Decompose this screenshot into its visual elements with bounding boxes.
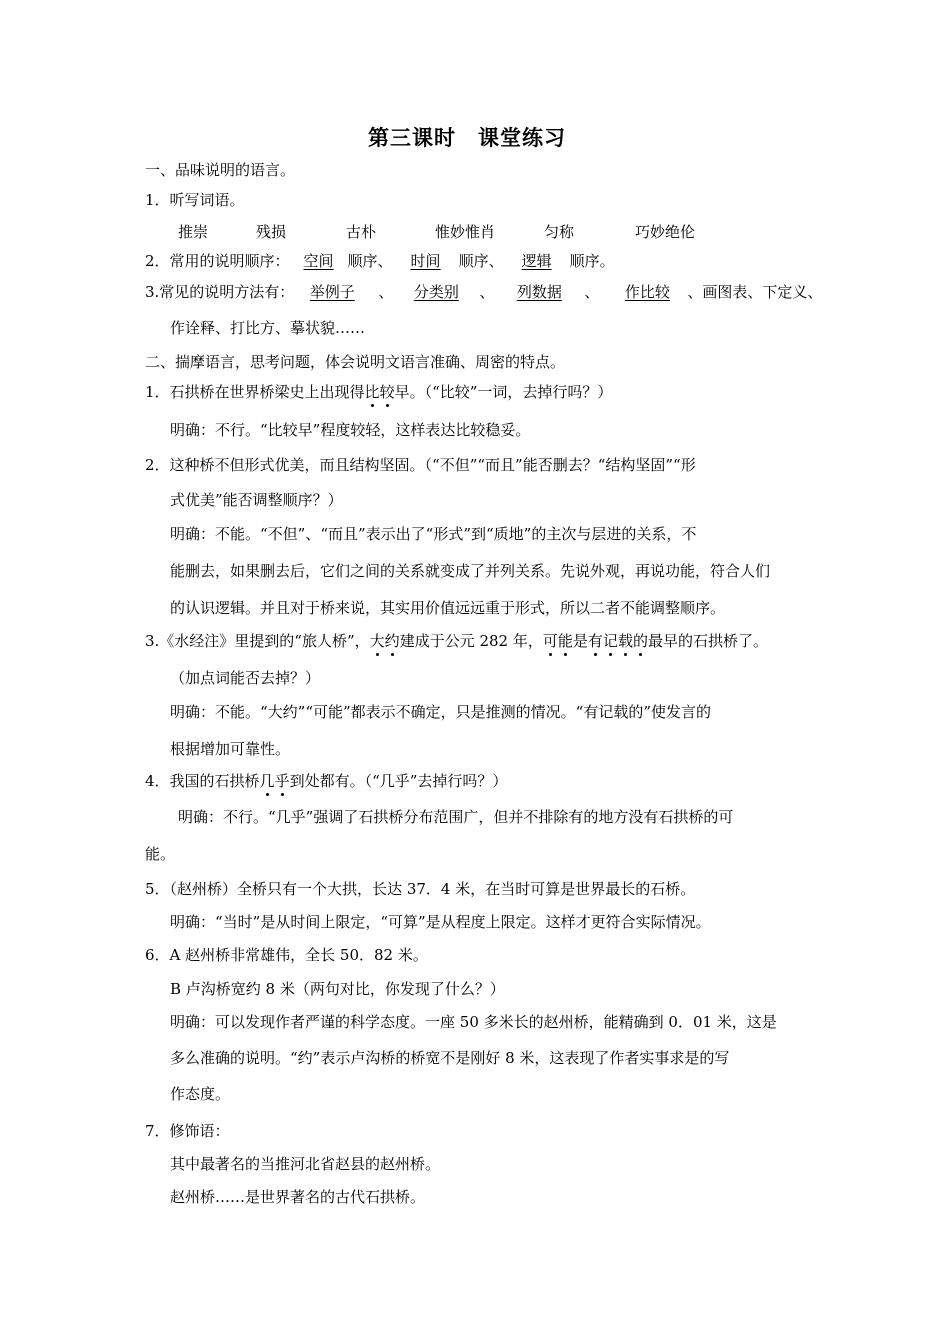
dotted-char: 大 [369,632,385,650]
item7-example1: 其中最著名的当推河北省赵县的赵州桥。 [170,1155,441,1173]
item1-post: 早。（“比较”一词，去掉行吗？） [394,383,613,401]
q3-line [145,282,822,302]
item3-post: 最早的石拱桥了。 [647,632,768,650]
dotted-char: 能 [557,632,573,650]
item2-question-line2: 式优美”能否调整顺序？） [170,491,343,509]
dictation-words [178,222,695,242]
section-two-heading: 二、揣摩语言，思考问题，体会说明文语言准确、周密的特点。 [145,353,566,371]
page-title: 第三课时 课堂练习 [368,125,566,150]
word: 巧妙绝伦 [635,223,696,241]
dotted-char: 的 [632,632,648,650]
q3-prefix: 3.常见的说明方法有： [145,283,295,301]
item6-line-a: 6．A 赵州桥非常雄伟，全长 50．82 米。 [145,946,428,964]
item2-answer-line2: 能删去，如果删去后，它们之间的关系就变成了并列关系。先说外观，再说功能，符合人们 [170,562,771,580]
separator: 、 [479,283,495,301]
item3-question-line2: （加点词能否去掉？） [170,669,321,687]
dotted-char: 乎 [274,772,290,790]
item3-mid: 建成于公元 282 年， [399,632,543,650]
word: 古朴 [346,223,377,241]
item2-answer-line3: 的认识逻辑。并且对于桥来说，其实用价值远远重于形式，所以二者不能调整顺序。 [170,599,726,617]
dotted-char: 约 [384,632,400,650]
q2-suffix: 顺序。 [569,252,615,270]
item6-line-b: B 卢沟桥宽约 8 米（两句对比，你发现了什么？） [170,980,505,998]
item7-example2: 赵州桥……是世界著名的古代石拱桥。 [170,1188,426,1206]
dotted-char: 比 [364,383,380,401]
dotted-char: 几 [259,772,275,790]
dotted-char: 可 [542,632,558,650]
blank-answer: 空间 [303,252,334,270]
item6-answer-line1: 明确：可以发现作者严谨的科学态度。一座 50 多米长的赵州桥，能精确到 0．01 米，这是 [170,1013,777,1031]
item3-pre: 3.《水经注》里提到的“旅人桥”， [145,632,370,650]
item3-question [145,631,768,651]
item2-question-line1: 2．这种桥不但形式优美，而且结构坚固。（“不但”“而且”能否删去？“结构坚固”“形 [145,456,696,474]
q3-suffix: 、画图表、下定义、 [687,283,823,301]
dotted-char: 记 [602,632,618,650]
item5-answer: 明确：“当时”是从时间上限定，“可算”是从程度上限定。这样才更符合实际情况。 [170,913,711,931]
item1-answer: 明确：不行。“比较早”程度较轻，这样表达比较稳妥。 [170,421,531,439]
dotted-char: 较 [379,383,395,401]
item6-answer-line3: 作态度。 [170,1085,231,1103]
item4-post: 到处都有。（“几乎”去掉行吗？） [289,772,508,790]
blank-answer: 分类别 [413,283,459,301]
item3-answer-line1: 明确：不能。“大约”“可能”都表示不确定，只是推测的情况。“有记载的”使发言的 [170,703,712,721]
item6-answer-line2: 多么准确的说明。“约”表示卢沟桥的桥宽不是刚好 8 米，这表现了作者实事求是的写 [170,1049,730,1067]
item3-mid2: 是 [572,632,588,650]
q3-line2: 作诠释、打比方、摹状貌…… [170,319,366,337]
blank-answer: 作比较 [624,283,670,301]
blank-answer: 列数据 [516,283,562,301]
q2-line [145,251,615,271]
item4-pre: 4．我国的石拱桥 [145,772,260,790]
word: 惟妙惟肖 [435,223,496,241]
dotted-char: 载 [617,632,633,650]
word: 残损 [256,223,287,241]
section-one-heading: 一、品味说明的语言。 [145,161,296,179]
word: 推崇 [178,223,209,241]
item1-pre: 1．石拱桥在世界桥梁史上出现得 [145,383,365,401]
q1-label: 1．听写词语。 [145,191,245,209]
item7-label: 7．修饰语： [145,1122,230,1140]
separator: 、 [378,283,394,301]
word: 匀称 [544,223,575,241]
separator: 、 [584,283,600,301]
item4-answer-line1: 明确：不行。“几乎”强调了石拱桥分布范围广，但并不排除有的地方没有石拱桥的可 [178,808,734,826]
item4-question [145,771,507,791]
q2-text: 顺序、 [347,252,393,270]
item3-answer-line2: 根据增加可靠性。 [170,740,291,758]
q2-text: 顺序、 [458,252,504,270]
q2-prefix: 2．常用的说明顺序： [145,252,290,270]
item1-question [145,382,612,402]
blank-answer: 逻辑 [521,252,552,270]
item4-answer-line2: 能。 [145,845,176,863]
blank-answer: 举例子 [309,283,355,301]
dotted-char: 有 [587,632,603,650]
item5-question: 5．（赵州桥）全桥只有一个大拱，长达 37．4 米，在当时可算是世界最长的石桥。 [145,880,696,898]
item2-answer-line1: 明确：不能。“不但”、“而且”表示出了“形式”到“质地”的主次与层进的关系，不 [170,525,697,543]
blank-answer: 时间 [410,252,441,270]
